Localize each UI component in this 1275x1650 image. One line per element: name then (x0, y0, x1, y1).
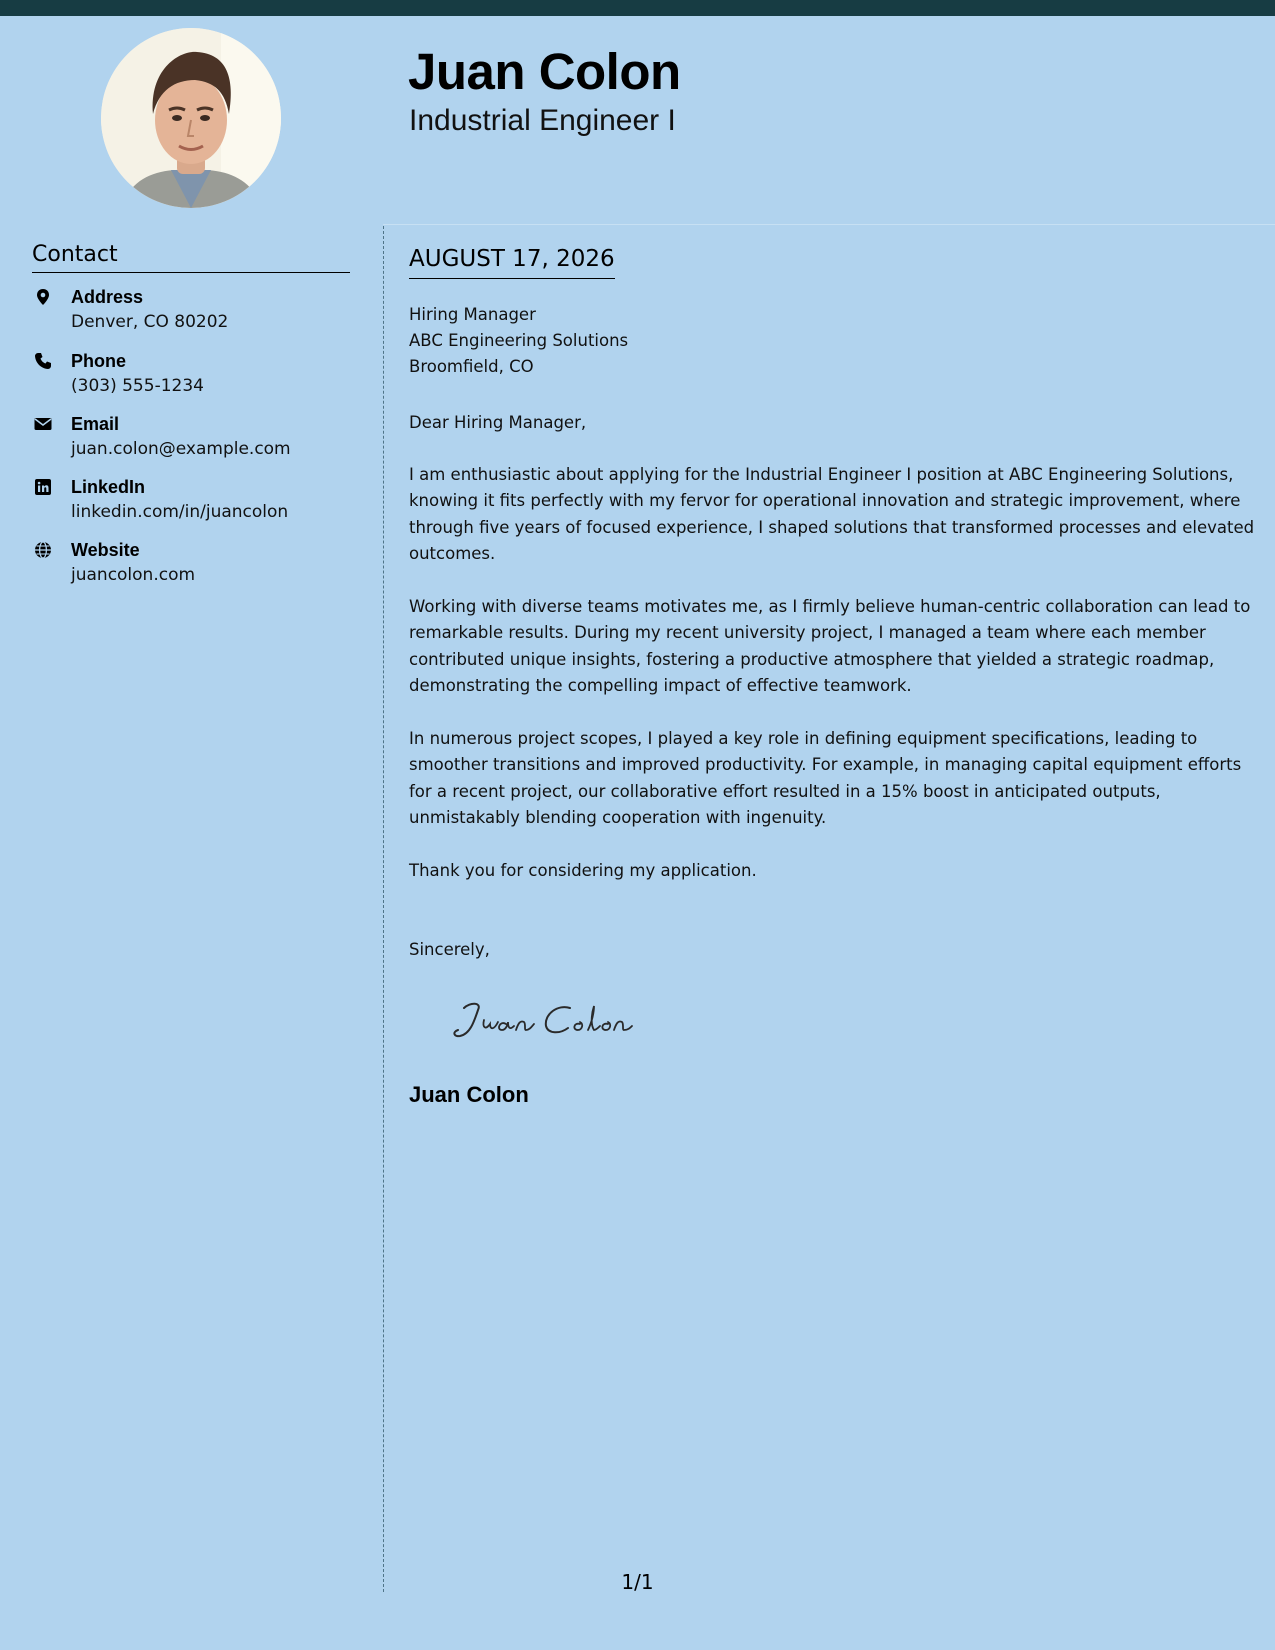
contact-linkedin-value: linkedin.com/in/juancolon (71, 502, 289, 522)
contact-linkedin (32, 475, 362, 527)
phone-icon (34, 352, 52, 370)
body-paragraph: In numerous project scopes, I played a key role in defining equipment specifications, leading to smoother transitions and improved productivity. For example, in managing capital equipment efforts for a recent project, our collaborative effort resulted in a 15% boost in anticipated outputs, unmistakably blending cooperation with ingenuity. (409, 729, 1242, 827)
salutation: Dear Hiring Manager, (409, 413, 587, 432)
recipient-name: Hiring Manager (409, 305, 536, 324)
candidate-name: Juan Colon (408, 43, 681, 100)
contact-email-label: Email (71, 414, 120, 434)
top-accent-bar (0, 0, 1275, 16)
column-divider (383, 226, 384, 1592)
location-pin-icon (34, 288, 52, 306)
contact-address (32, 285, 362, 337)
contact-email-value: juan.colon@example.com (71, 439, 291, 459)
candidate-role: Industrial Engineer I (409, 104, 676, 137)
contact-address-value: Denver, CO 80202 (71, 312, 229, 332)
recipient-location: Broomfield, CO (409, 357, 534, 376)
letter-date: AUGUST 17, 2026 (409, 244, 615, 279)
contact-website-label: Website (71, 540, 140, 560)
contact-website-value: juancolon.com (71, 565, 196, 585)
contact-phone (32, 349, 362, 401)
contact-email (32, 412, 362, 464)
body-paragraph: Thank you for considering my application. (409, 861, 757, 880)
recipient-block (409, 302, 628, 380)
handwritten-signature (448, 994, 648, 1046)
body-paragraph: I am enthusiastic about applying for the Industrial Engineer I position at ABC Engineering Solutions, knowing it fits perfectly with my fervor for operational innovation and strategic improvement, where through five years of focused experience, I shaped solutions that transformed processes and elevated outcomes. (409, 465, 1255, 563)
page-number: 1/1 (621, 1570, 654, 1594)
profile-photo (101, 28, 281, 208)
contact-heading: Contact (32, 240, 350, 273)
linkedin-icon (34, 478, 52, 496)
contact-phone-label: Phone (71, 351, 127, 371)
closing: Sincerely, (409, 940, 490, 959)
body-paragraph: Working with diverse teams motivates me, as I firmly believe human-centric collaboration can lead to remarkable results. During my recent university project, I managed a team where each member contributed unique insights, fostering a productive atmosphere that yielded a strategic roadmap, demonstrating the compelling impact of effective teamwork. (409, 597, 1251, 695)
globe-icon (34, 541, 52, 559)
contact-address-label: Address (71, 287, 144, 307)
recipient-company: ABC Engineering Solutions (409, 331, 629, 350)
contact-website (32, 538, 362, 590)
signature-name: Juan Colon (409, 1082, 529, 1107)
envelope-icon (34, 415, 52, 433)
contact-linkedin-label: LinkedIn (71, 477, 146, 497)
header-divider (383, 224, 1275, 225)
contact-phone-value: (303) 555-1234 (71, 376, 204, 396)
